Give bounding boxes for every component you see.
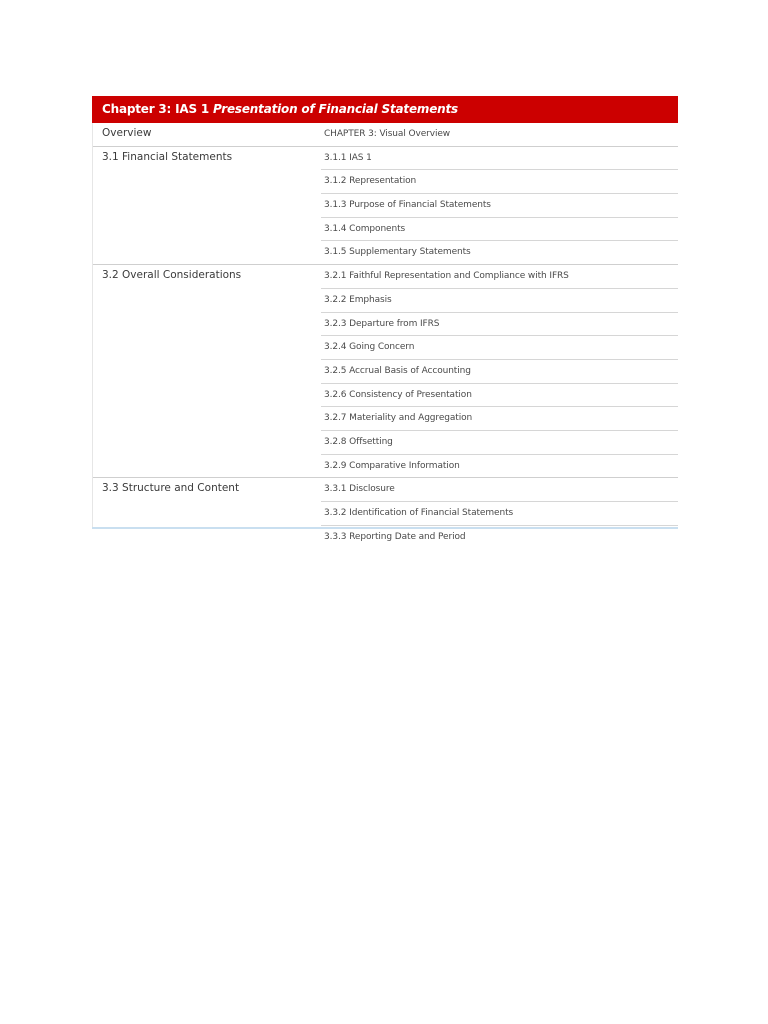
section-title[interactable]: 3.1 Financial Statements	[102, 150, 233, 163]
overview-link[interactable]: CHAPTER 3: Visual Overview	[324, 129, 451, 139]
subsection-link[interactable]: 3.1.4 Components	[321, 217, 678, 241]
subsection-link[interactable]: 3.2.2 Emphasis	[321, 288, 678, 312]
subsection-link[interactable]: 3.2.9 Comparative Information	[321, 454, 678, 478]
table-left-border	[92, 123, 93, 527]
overview-label: Overview	[102, 127, 152, 139]
subsection-link[interactable]: 3.1.1 IAS 1	[324, 152, 372, 163]
section-row	[92, 477, 678, 548]
chapter-toc	[92, 96, 678, 542]
subsection-link[interactable]: 3.2.1 Faithful Representation and Compliance with IFRS	[324, 271, 569, 282]
subsection-link[interactable]: 3.2.7 Materiality and Aggregation	[321, 406, 678, 430]
subsection-link[interactable]: 3.2.4 Going Concern	[321, 335, 678, 359]
subsection-link[interactable]: 3.3.1 Disclosure	[324, 484, 395, 495]
overview-row	[92, 123, 678, 146]
table-bottom-border	[92, 527, 678, 529]
section-title[interactable]: 3.2 Overall Considerations	[102, 269, 242, 282]
section-row	[92, 264, 678, 477]
section-row	[92, 146, 678, 264]
chapter-header	[92, 96, 678, 123]
subsection-link[interactable]: 3.2.6 Consistency of Presentation	[321, 383, 678, 407]
subsection-link[interactable]: 3.1.3 Purpose of Financial Statements	[321, 193, 678, 217]
subsection-link[interactable]: 3.2.3 Departure from IFRS	[321, 312, 678, 336]
subsection-link[interactable]: 3.2.5 Accrual Basis of Accounting	[321, 359, 678, 383]
subsection-link[interactable]: 3.3.3 Reporting Date and Period	[321, 525, 678, 549]
subsection-link[interactable]: 3.1.2 Representation	[321, 169, 678, 193]
subsection-link[interactable]: 3.2.8 Offsetting	[321, 430, 678, 454]
subsection-link[interactable]: 3.1.5 Supplementary Statements	[321, 240, 678, 264]
section-title[interactable]: 3.3 Structure and Content	[102, 482, 240, 495]
subsection-link[interactable]: 3.3.2 Identification of Financial Statements	[321, 501, 678, 525]
chapter-header-prefix: Chapter 3: IAS 1	[102, 102, 214, 116]
chapter-header-title: Presentation of Financial Statements	[213, 102, 458, 116]
